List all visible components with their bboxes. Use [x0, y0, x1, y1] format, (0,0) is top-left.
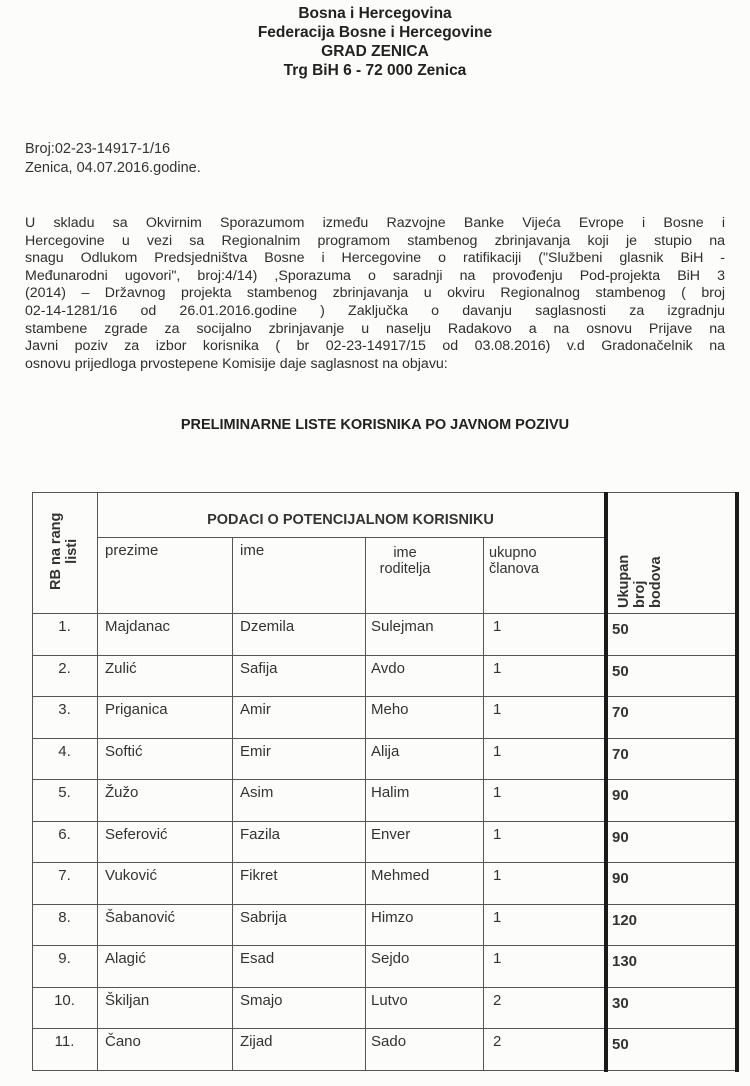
header-roditelj-line: roditelja [379, 561, 431, 577]
row-bodovi: 120 [612, 911, 638, 929]
row-divider [32, 738, 604, 739]
letterhead-city: GRAD ZENICA [321, 43, 429, 60]
row-bodovi: 70 [612, 704, 629, 721]
row-prezime: Šabanović [105, 908, 176, 926]
row-clanova: 1 [493, 742, 502, 760]
row-roditelj: Alija [371, 742, 400, 760]
row-roditelj: Halim [371, 784, 410, 801]
row-roditelj: Sado [371, 1033, 407, 1050]
row-clanova: 1 [493, 701, 502, 718]
row-roditelj: Meho [371, 701, 409, 718]
row-rank: 4. [58, 742, 71, 760]
body-line: snagu Odlukom Predsjedništva Bosne i Hercegovine o ratifikaciji ("Službeni glasnik BiH - [25, 250, 725, 267]
row-clanova: 2 [493, 1033, 502, 1050]
table-border-bottom-points [608, 1070, 738, 1072]
points-column-divider-thick [604, 492, 608, 1072]
row-rank: 10. [54, 991, 75, 1009]
row-rank: 11. [54, 1033, 75, 1050]
header-ime: ime [240, 542, 265, 559]
row-ime: Fazila [240, 825, 281, 843]
rb-header-line: listi [64, 538, 80, 564]
header-clanova [489, 545, 539, 577]
row-ime: Fikret [240, 867, 278, 884]
letterhead-address: Trg BiH 6 - 72 000 Zenica [283, 62, 467, 79]
rb-header [48, 513, 80, 590]
row-bodovi: 30 [612, 994, 629, 1012]
points-header-line: bodova [648, 556, 664, 608]
row-prezime: Alagić [105, 950, 146, 967]
row-divider [32, 945, 604, 946]
row-rank: 6. [58, 825, 71, 843]
row-ime: Esad [240, 950, 275, 967]
group-header-divider [97, 537, 604, 538]
body-line: Međunarodni ugovori", broj:4/14) ,Sporazuma o saradnji na provođenju Pod-projekta BiH 3 [25, 267, 725, 284]
row-bodovi: 90 [612, 870, 629, 887]
row-divider [32, 821, 604, 822]
row-clanova: 1 [493, 825, 502, 843]
row-divider-points [608, 987, 735, 988]
row-divider-points [608, 696, 735, 697]
row-ime: Amir [240, 701, 271, 718]
body-line: osnovu prijedloga prvostepene Komisije daje saglasnost na objavu: [25, 355, 448, 372]
table-border-left [32, 492, 33, 1070]
row-rank: 7. [58, 867, 71, 884]
header-clanova-line: članova [489, 561, 539, 577]
row-clanova: 1 [493, 950, 502, 967]
row-bodovi: 70 [612, 745, 629, 763]
column-divider-rb [97, 492, 98, 1070]
row-roditelj: Sejdo [371, 950, 410, 967]
table-border-top [32, 492, 604, 493]
row-divider [32, 1028, 604, 1029]
body-line: 02-14-1281/16 od 26.01.2016.godine ) Zaključka o davanju saglasnosti za izgradnju [25, 302, 725, 319]
row-divider-points [608, 1028, 735, 1029]
row-divider [32, 904, 604, 905]
row-clanova: 1 [493, 784, 502, 801]
row-bodovi: 130 [612, 953, 638, 970]
reference-number: Broj:02-23-14917-1/16 [25, 141, 171, 157]
row-roditelj: Lutvo [371, 991, 408, 1009]
row-prezime: Priganica [105, 701, 168, 718]
row-roditelj: Mehmed [371, 867, 430, 884]
row-divider-points [608, 738, 735, 739]
points-header-line: Ukupan [616, 554, 632, 608]
table-border-top-points [608, 492, 738, 493]
row-prezime: Majdanac [105, 618, 171, 635]
letterhead [0, 4, 750, 80]
reference-block [25, 140, 201, 178]
row-clanova: 1 [493, 659, 502, 677]
row-roditelj: Enver [371, 825, 411, 843]
row-rank: 5. [58, 784, 71, 801]
row-clanova: 1 [493, 618, 502, 635]
row-divider-points [608, 862, 735, 863]
reference-place-date: Zenica, 04.07.2016.godine. [25, 160, 201, 176]
column-divider [365, 537, 366, 1070]
row-divider [32, 862, 604, 863]
row-ime: Zijad [240, 1033, 273, 1050]
row-bodovi: 50 [612, 1036, 629, 1053]
row-bodovi: 50 [612, 621, 629, 638]
row-prezime: Seferović [105, 825, 168, 843]
row-prezime: Vuković [105, 867, 157, 884]
row-ime: Safija [240, 659, 278, 677]
row-ime: Dzemila [240, 618, 295, 635]
row-rank: 1. [58, 618, 71, 635]
header-roditelj-line: ime [393, 545, 417, 561]
body-paragraph [25, 215, 725, 373]
row-prezime: Žužo [105, 784, 139, 801]
row-divider-points [608, 779, 735, 780]
header-clanova-line: ukupno [489, 545, 537, 561]
row-rank: 2. [58, 659, 71, 677]
body-line: stambene zgrade za socijalno zbrinjavanje u naselju Radakovo a na osnovu Prijave na [25, 320, 725, 337]
row-bodovi: 90 [612, 828, 629, 846]
body-line: Javni poziv za izbor korisnika ( br 02-23-14917/15 od 03.08.2016) v.d Gradonačelnik na [25, 338, 725, 355]
table-border-bottom [32, 1070, 604, 1072]
row-ime: Asim [240, 784, 274, 801]
table-border-right-thick [735, 492, 739, 1072]
group-header: PODACI O POTENCIJALNOM KORISNIKU [207, 512, 494, 528]
row-divider-points [608, 945, 735, 946]
header-bottom-line-points [608, 613, 735, 614]
row-bodovi: 50 [612, 662, 629, 680]
row-bodovi: 90 [612, 787, 629, 804]
row-divider [32, 779, 604, 780]
row-divider-points [608, 904, 735, 905]
body-line: Hercegovine u vezi sa Regionalnim programom stambenog zbrinjavanja koji je stupio na [25, 232, 725, 249]
row-prezime: Škiljan [105, 991, 150, 1009]
points-header [616, 555, 664, 608]
header-prezime: prezime [105, 542, 159, 559]
row-divider [32, 696, 604, 697]
body-line: U skladu sa Okvirnim Sporazumom između Razvojne Banke Vijeća Evrope i Bosne i [25, 215, 725, 231]
list-title: PRELIMINARNE LISTE KORISNIKA PO JAVNOM POZIVU [180, 417, 570, 433]
row-divider [32, 655, 604, 656]
row-roditelj: Himzo [371, 908, 414, 926]
letterhead-country: Bosna i Hercegovina [298, 5, 452, 22]
row-ime: Emir [240, 742, 271, 760]
row-ime: Smajo [240, 991, 283, 1009]
row-prezime: Softić [105, 742, 143, 760]
column-divider [483, 537, 484, 1070]
row-divider [32, 987, 604, 988]
column-divider [232, 537, 233, 1070]
row-prezime: Čano [105, 1033, 141, 1050]
row-clanova: 1 [493, 867, 502, 884]
row-clanova: 1 [493, 908, 502, 926]
row-roditelj: Avdo [371, 659, 405, 677]
beneficiary-table [32, 492, 738, 1070]
rb-header-line: RB na rang [48, 512, 64, 590]
row-ime: Sabrija [240, 908, 287, 926]
row-roditelj: Sulejman [371, 618, 434, 635]
header-roditelj [373, 545, 437, 577]
row-rank: 9. [58, 950, 71, 967]
row-prezime: Zulić [105, 659, 137, 677]
header-bottom-line [32, 613, 604, 614]
letterhead-federation: Federacija Bosne i Hercegovine [257, 24, 493, 41]
row-rank: 8. [58, 908, 71, 926]
row-divider-points [608, 821, 735, 822]
row-clanova: 2 [493, 991, 502, 1009]
row-divider-points [608, 655, 735, 656]
points-header-line: broj [632, 580, 648, 608]
body-line: (2014) – Državnog projekta stambenog zbrinjavanja u okviru Regionalnog stambenog ( broj [25, 285, 725, 302]
row-rank: 3. [58, 701, 71, 718]
